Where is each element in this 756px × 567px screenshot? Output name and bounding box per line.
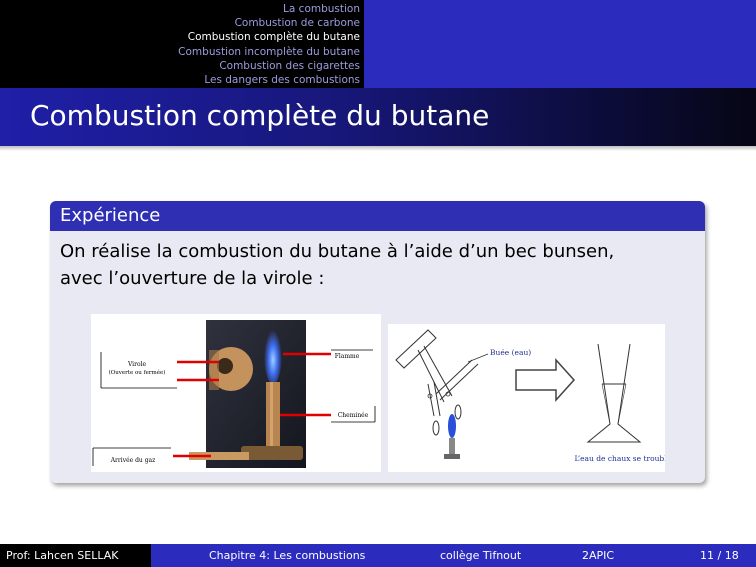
footline-author-box [0, 544, 151, 567]
limewater-experiment-figure [388, 324, 665, 472]
limewater-experiment-illustration [388, 324, 665, 472]
funnel-sketch [396, 330, 436, 368]
experience-block [50, 201, 705, 483]
title-shadow [0, 146, 756, 151]
burner-body [449, 438, 455, 454]
burner-base [241, 446, 303, 460]
frame-title-bar [0, 88, 756, 146]
flame-shape [264, 324, 282, 384]
nav-item-combustion-cigarettes[interactable]: Combustion des cigarettes [219, 59, 360, 72]
header-bar [364, 0, 756, 88]
nav-item-combustion-incomplete-butane[interactable]: Combustion incomplète du butane [178, 45, 360, 58]
nav-item-combustion-complete-butane[interactable]: Combustion complète du butane [187, 31, 360, 44]
burner-flame [448, 414, 456, 438]
nav-item-combustion-carbone[interactable]: Combustion de carbone [234, 17, 360, 30]
section-nav-list [178, 2, 360, 87]
nav-item-dangers-combustions[interactable]: Les dangers des combustions [204, 74, 360, 87]
nav-item-la-combustion[interactable]: La combustion [283, 3, 360, 15]
block-title: Expérience [50, 201, 705, 231]
footline-info-box [151, 544, 756, 567]
bunsen-burner-illustration [91, 314, 381, 472]
label-virole-sub: (Ouverte ou fermée) [108, 370, 166, 376]
frame-title: Combustion complète du butane [30, 99, 490, 132]
label-buee: Buée (eau) [490, 348, 532, 357]
footline [0, 544, 756, 567]
label-cheminee: Cheminée [337, 412, 369, 419]
footer-level: 2APIC [582, 549, 615, 562]
test-tube [588, 344, 640, 442]
footer-chapter: Chapitre 4: Les combustions [209, 549, 366, 562]
process-arrow [516, 360, 574, 400]
block-body [50, 231, 705, 292]
label-virole: Virole [127, 361, 147, 368]
label-arrivee-gaz: Arrivée du gaz [110, 457, 156, 464]
footer-school: collège Tifnout [440, 549, 522, 562]
bunsen-burner-figure [91, 314, 381, 472]
block-text-line-2: avec l’ouverture de la virole : [60, 268, 325, 289]
block-text-line-1: On réalise la combustion du butane à l’aide d’un bec bunsen, [60, 241, 615, 262]
footer-page-number: 11 / 18 [700, 549, 739, 562]
section-nav [0, 0, 364, 88]
label-eau-chaux: L’eau de chaux se trouble. [574, 454, 665, 463]
footer-author: Prof: Lahcen SELLAK [6, 549, 119, 562]
label-flamme: Flamme [334, 353, 360, 360]
